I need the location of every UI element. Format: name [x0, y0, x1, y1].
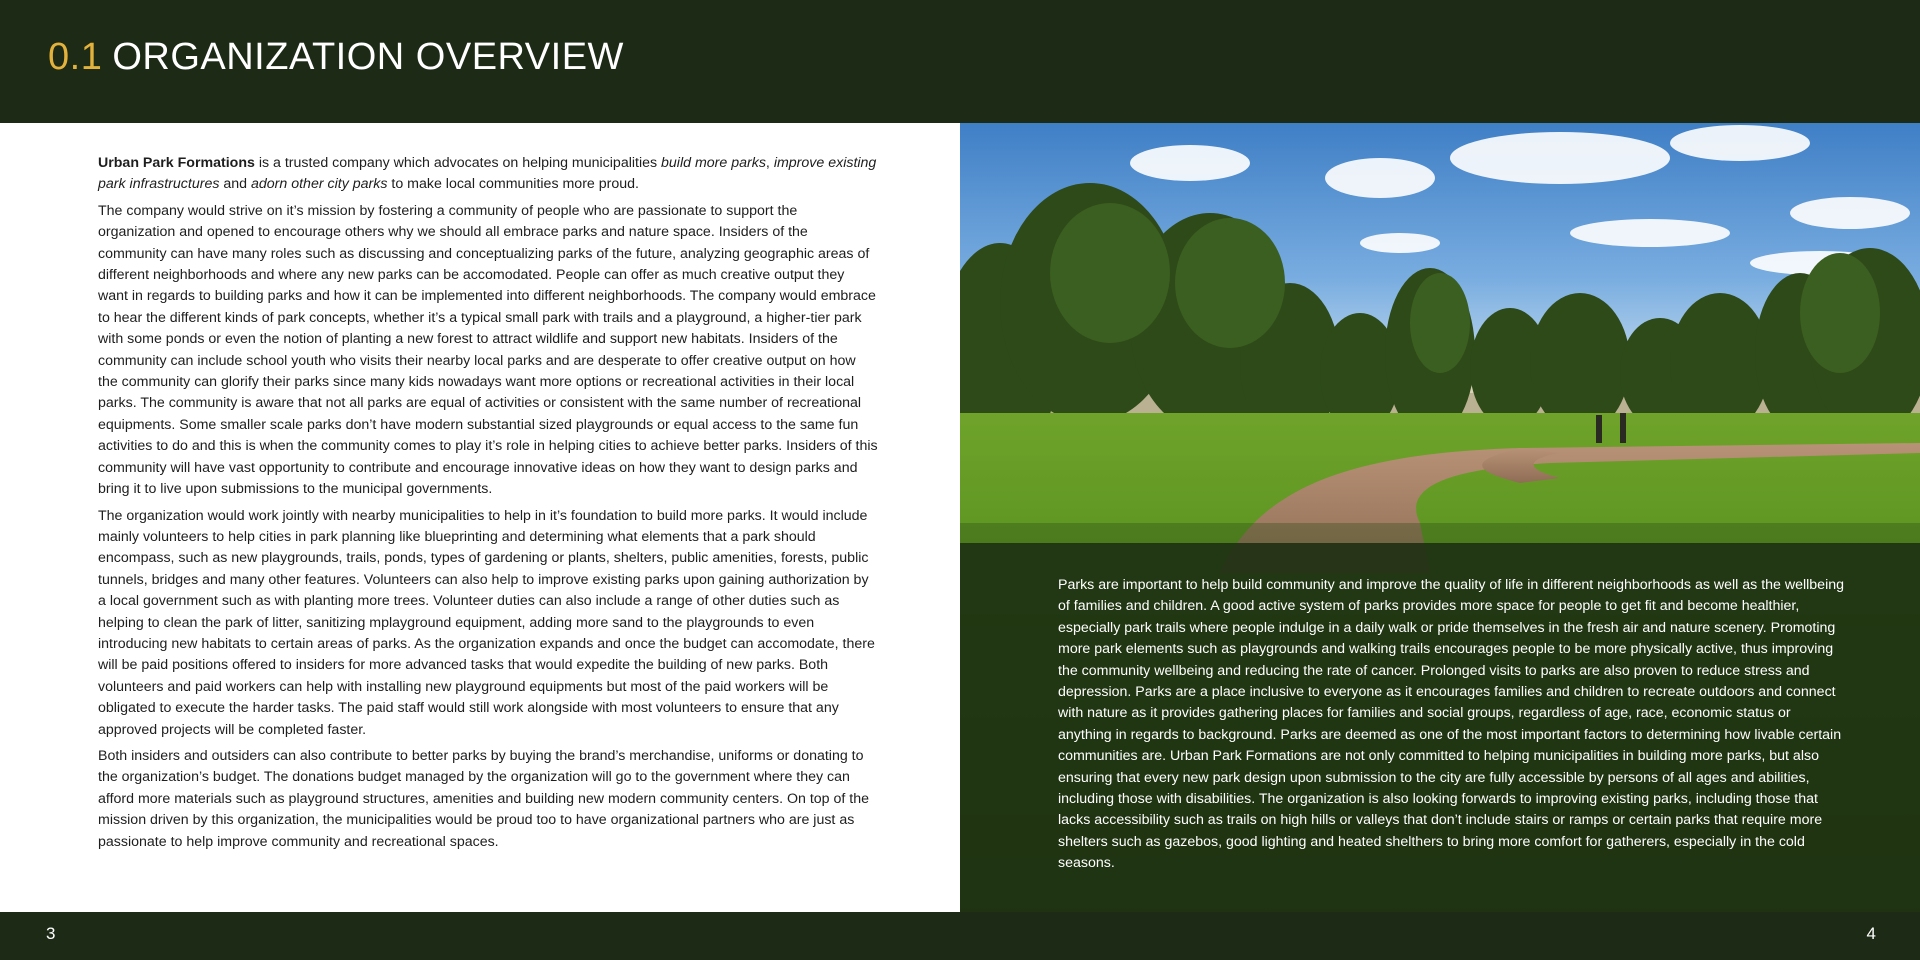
right-page-number: 4: [1866, 924, 1876, 943]
donations-paragraph: Both insiders and outsiders can also contribute to better parks by buying the brand’s merchandise, uniforms or donating to the organization’s budget. The donations budget managed by the organization will go to the government where they can afford more materials such as playground structures, amenities and building new modern community centers. On top of the mission driven by this organization, the municipalities would be proud too to have organizational partners who are just as passionate to help improve community and recreational spaces.: [98, 747, 869, 850]
parks-importance-paragraph: Parks are important to help build community and improve the quality of life in different neighborhoods as well as the wellbeing of families and children. A good active system of parks provides more space for people to get fit and become healthier, especially park trails where people indulge in a daily walk or pride themselves in the fresh air and nature scenery. Promoting more park elements such as playgrounds and walking trails encourages people to be more physically active, thus improving the community wellbeing and reducing the rate of cancer. Prolonged visits to parks are also proven to reduce stress and depression. Parks are a place inclusive to everyone as it encourages families and children to recreate outdoors and connect with nature as it provides gathering places for families and social groups, regardless of age, race, economic status or anything in regards to background. Parks are deemed as one of the most important factors to determining how livable certain communities are. Urban Park Formations are not only committed to helping municipalities in building more parks, but also ensuring that every new park design upon submission to the city are fully accessible by persons of all ages and abilities, including those with disabilities. The organization is also looking forwards to improving existing parks, including those that lacks accessibility such as trails on high hills or valleys that don’t include stairs or ramps or certain parks that require more shelters such as gazebos, good lighting and heated shelthers to bring more comfort for gatherers, especially in the cold seasons.: [1058, 577, 1845, 872]
section-heading: [48, 36, 624, 79]
intro-text-1: is a trusted company which advocates on helping municipalities: [254, 155, 662, 171]
text-overlay-panel: [960, 543, 1920, 912]
volunteers-paragraph: The organization would work jointly with nearby municipalities to help in it’s foundation to build more parks. It would include mainly volunteers to help cities in park planning like blueprinting and determining what elements that a park should encompass, such as new playgrounds, trails, ponds, types of gardening or plants, shelters, public amenities, forests, public tunnels, bridges and many other features. Volunteers can also help to improve existing parks upon gaining authorization by a local government such as with planting more trees. Volunteer duties can also include a range of other duties such as helping to clean the park of litter, sanitizing mplayground equipment, adding more sand to the playgrounds to even introducing new habitats to certain areas of parks. As the organization expands and once the budget can accomodate, there will be paid positions offered to insiders for more advanced tasks that would expedite the building of new parks. Both volunteers and paid workers can help with installing new playground equipments but most of the paid workers will be obligated to execute the harder tasks. The paid staff would still work alongside with most volunteers to ensure that any approved projects will be completed faster.: [98, 507, 875, 738]
intro-paragraph: [98, 153, 878, 196]
intro-italic-1: build more parks: [661, 155, 766, 171]
page-footer: [0, 912, 1920, 960]
intro-italic-2: improve existing park infrastructures: [98, 155, 877, 193]
intro-italic-3: adorn other city parks: [251, 176, 388, 193]
community-paragraph: The company would strive on it’s mission by fostering a community of people who are passionate to support the organization and opened to encourage others why we should all embrace parks and nature space. Insiders of the community can have many roles such as discussing and conceptualizing parks of the future, analyzing geographic areas of different neighborhoods and where any new parks can be accomodated. People can offer as much creative output they want in regards to building parks and how it can be implemented into different neighborhoods. The company would embrace to hear the different kinds of park concepts, whether it’s a typical small park with trails and a playground, a higher-tier park with some ponds or even the notion of planting a new forest to attract wildlife and support new habitats. Insiders of the community can include school youth who visits their nearby local parks and are desperate to offer creative output on how the community can glorify their parks since many kids nowadays want more options or recreational activities in their local parks. The community is aware that not all parks are equal of activities or consistent with the same number of recreational equipments. Some smaller scale parks don’t have modern substantial sized playgrounds or equal access to the same fun activities to do and this is when the community comes to play it’s role in helping cities to achieve better parks. Insiders of this community will have vast opportunity to contribute and encourage innovative ideas on how they want to design parks and bring it to live upon submissions to the municipal governments.: [98, 202, 878, 498]
right-page: [960, 123, 1920, 912]
left-page-number: 3: [46, 924, 56, 943]
page-header: [0, 0, 1920, 123]
intro-text-4: to make local communities more proud.: [387, 176, 639, 193]
section-number: 0.1: [48, 36, 103, 78]
left-page: [0, 123, 960, 912]
intro-text-3: and: [219, 176, 251, 193]
company-name: Urban Park Formations: [98, 155, 255, 171]
intro-text-2: ,: [765, 155, 774, 171]
left-page-body: [98, 153, 878, 858]
section-title: ORGANIZATION OVERVIEW: [112, 36, 624, 78]
